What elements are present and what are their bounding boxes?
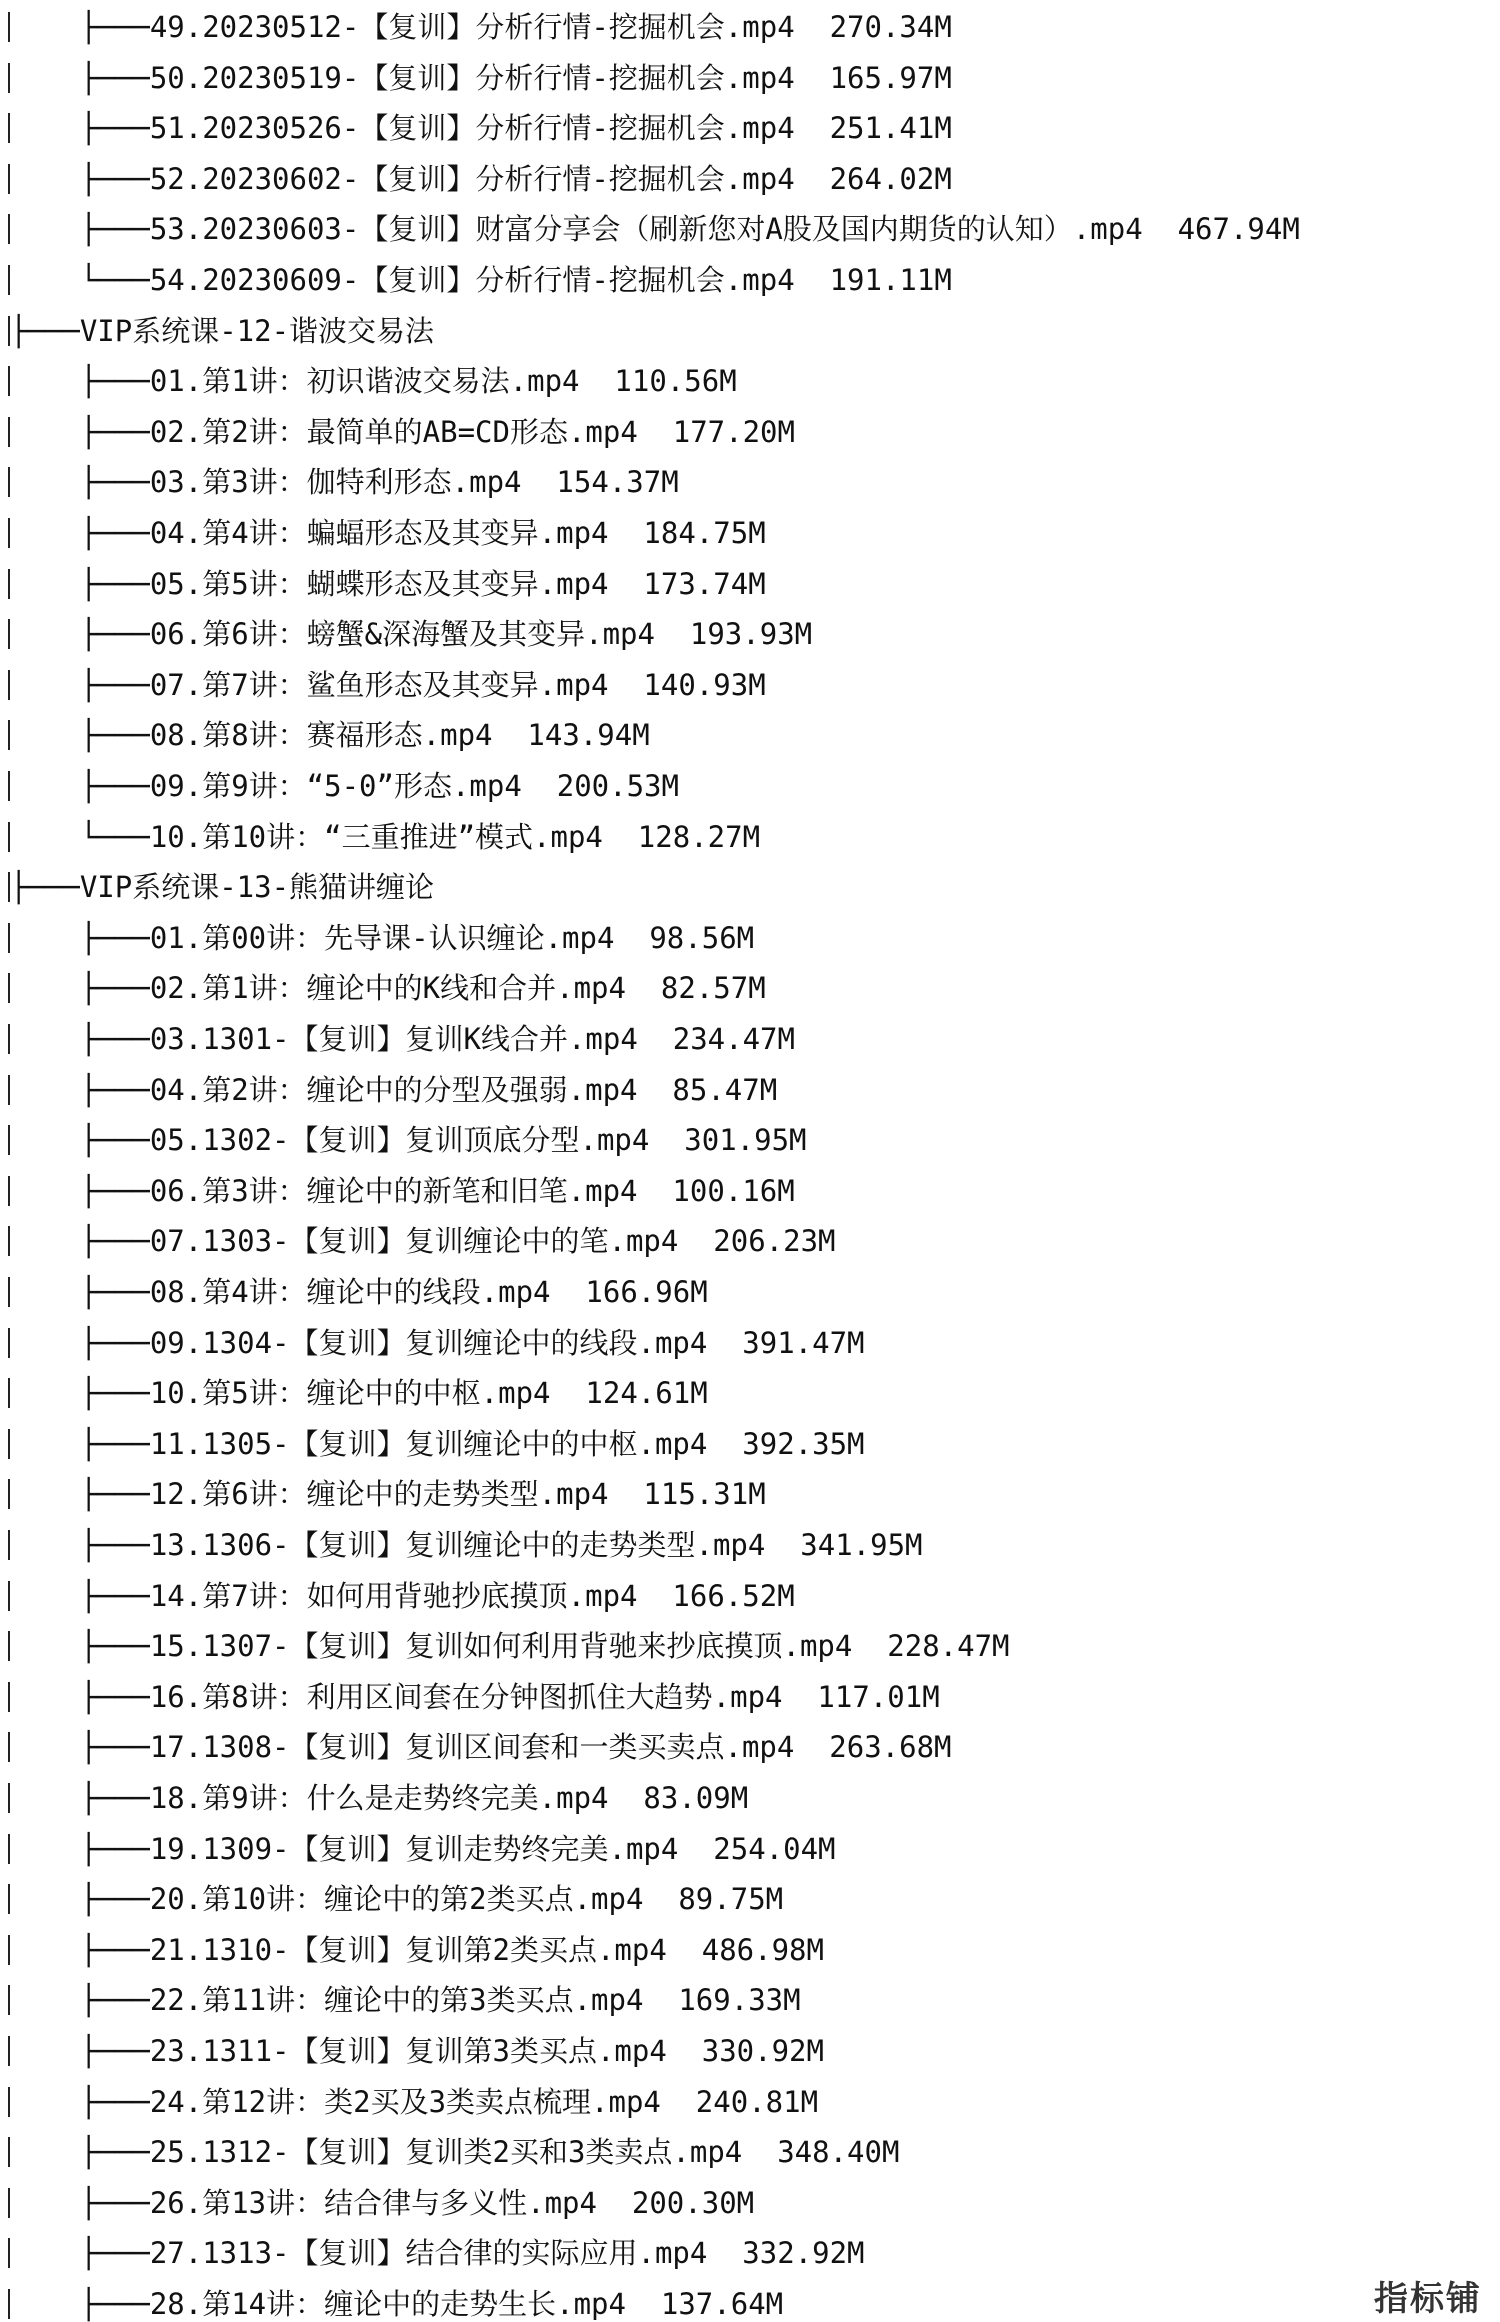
tree-guide-line [8, 467, 10, 497]
file-row[interactable] [0, 913, 1500, 963]
file-name: ├───13.1306-【复训】复训缠论中的走势类型.mp4 341.95M [80, 1528, 923, 1562]
file-name: ├───19.1309-【复训】复训走势终完美.mp4 254.04M [80, 1831, 836, 1866]
file-name: ├───50.20230519-【复训】分析行情-挖掘机会.mp4 165.97M [80, 60, 952, 95]
file-row[interactable] [0, 1722, 1500, 1772]
file-row[interactable] [0, 1368, 1500, 1418]
file-name: ├───21.1310-【复训】复训第2类买点.mp4 486.98M [80, 1932, 824, 1967]
file-name: ├───04.第2讲：缠论中的分型及强弱.mp4 85.47M [80, 1072, 778, 1107]
file-row[interactable] [0, 710, 1500, 760]
file-name: └───54.20230609-【复训】分析行情-挖掘机会.mp4 191.11M [80, 263, 952, 297]
tree-guide-line [8, 1834, 10, 1864]
file-row[interactable] [0, 1520, 1500, 1570]
tree-guide-line [8, 1328, 10, 1358]
file-row[interactable] [0, 508, 1500, 558]
tree-guide-line [8, 1429, 10, 1459]
file-row[interactable] [0, 609, 1500, 659]
file-row[interactable] [0, 660, 1500, 710]
file-name: ├───28.第14讲：缠论中的走势生长.mp4 137.64M [80, 2287, 784, 2321]
file-row[interactable] [0, 2, 1500, 52]
file-name: ├───04.第4讲：蝙蝠形态及其变异.mp4 184.75M [80, 516, 766, 550]
tree-guide-line [8, 1226, 10, 1256]
tree-guide-line [8, 1277, 10, 1307]
file-row[interactable] [0, 1419, 1500, 1469]
file-row[interactable] [0, 559, 1500, 609]
file-row[interactable] [0, 1469, 1500, 1519]
file-row[interactable] [0, 204, 1500, 254]
file-name: ├───52.20230602-【复训】分析行情-挖掘机会.mp4 264.02M [80, 161, 952, 196]
file-name: ├───02.第1讲：缠论中的K线和合并.mp4 82.57M [80, 971, 766, 1006]
file-row[interactable] [0, 1874, 1500, 1924]
file-row[interactable] [0, 1065, 1500, 1115]
file-name: ├───15.1307-【复训】复训如何利用背驰来抄底摸顶.mp4 228.47M [80, 1629, 1010, 1664]
file-name: ├───18.第9讲：什么是走势终完美.mp4 83.09M [80, 1781, 749, 1815]
tree-guide-line [8, 265, 10, 295]
file-name: ├───11.1305-【复训】复训缠论中的中枢.mp4 392.35M [80, 1426, 865, 1461]
file-row[interactable] [0, 2077, 1500, 2127]
tree-guide-line [8, 1682, 10, 1712]
file-name: ├───07.第7讲：鲨鱼形态及其变异.mp4 140.93M [80, 667, 766, 702]
tree-guide-line [8, 1176, 10, 1206]
file-name: ├───01.第1讲：初识谐波交易法.mp4 110.56M [80, 364, 737, 399]
tree-guide-line [8, 2036, 10, 2066]
file-row[interactable] [0, 1216, 1500, 1266]
tree-guide-line [8, 1783, 10, 1813]
file-row[interactable] [0, 1318, 1500, 1368]
watermark-logo: 指标铺 [1374, 2279, 1482, 2319]
tree-guide-line [8, 2289, 10, 2319]
file-name: ├───20.第10讲：缠论中的第2类买点.mp4 89.75M [80, 1882, 784, 1917]
file-row[interactable] [0, 2026, 1500, 2076]
tree-guide-line [8, 12, 10, 42]
file-name: ├───22.第11讲：缠论中的第3类买点.mp4 169.33M [80, 1983, 801, 2018]
tree-guide-line [8, 1075, 10, 1105]
file-name: ├───01.第00讲：先导课-认识缠论.mp4 98.56M [80, 920, 755, 955]
file-row[interactable] [0, 1014, 1500, 1064]
file-name: ├───27.1313-【复训】结合律的实际应用.mp4 332.92M [80, 2236, 865, 2271]
file-row[interactable] [0, 812, 1500, 862]
file-row[interactable] [0, 457, 1500, 507]
file-name: ├───08.第4讲：缠论中的线段.mp4 166.96M [80, 1275, 708, 1309]
file-name: ├───53.20230603-【复训】财富分享会（刷新您对A股及国内期货的认知）.mp4 467.94M [80, 212, 1300, 247]
tree-guide-line [8, 1884, 10, 1914]
file-name: ├───09.1304-【复训】复训缠论中的线段.mp4 391.47M [80, 1325, 865, 1360]
file-row[interactable] [0, 1824, 1500, 1874]
file-name: ├───10.第5讲：缠论中的中枢.mp4 124.61M [80, 1376, 708, 1411]
file-name: ├───25.1312-【复训】复训类2买和3类卖点.mp4 348.40M [80, 2135, 900, 2170]
file-name: ├───24.第12讲：类2买及3类卖点梳理.mp4 240.81M [80, 2084, 819, 2119]
tree-guide-line [8, 417, 10, 447]
folder-name: ├───VIP系统课-13-熊猫讲缠论 [10, 870, 435, 905]
file-name: ├───23.1311-【复训】复训第3类买点.mp4 330.92M [80, 2034, 824, 2068]
tree-guide-line [8, 1530, 10, 1560]
tree-guide-line [8, 63, 10, 93]
file-row[interactable] [0, 407, 1500, 457]
file-row[interactable] [0, 154, 1500, 204]
tree-guide-line [8, 518, 10, 548]
file-name: ├───06.第6讲：螃蟹&深海蟹及其变异.mp4 193.93M [80, 617, 813, 652]
file-name: ├───02.第2讲：最简单的AB=CD形态.mp4 177.20M [80, 414, 795, 449]
file-row[interactable] [0, 1773, 1500, 1823]
file-row[interactable] [0, 2279, 1500, 2322]
file-row[interactable] [0, 1571, 1500, 1621]
file-name: ├───03.第3讲：伽特利形态.mp4 154.37M [80, 465, 679, 500]
tree-guide-line [8, 973, 10, 1003]
file-row[interactable] [0, 963, 1500, 1013]
tree-guide-line [8, 1479, 10, 1509]
file-row[interactable] [0, 356, 1500, 406]
folder-name: ├───VIP系统课-12-谐波交易法 [10, 313, 435, 348]
tree-guide-line [8, 2188, 10, 2218]
tree-guide-line [8, 923, 10, 953]
file-name: ├───08.第8讲：赛福形态.mp4 143.94M [80, 718, 650, 753]
file-row[interactable] [0, 1925, 1500, 1975]
tree-guide-line [8, 366, 10, 396]
file-row[interactable] [0, 2228, 1500, 2278]
tree-guide-line [8, 113, 10, 143]
file-name: ├───26.第13讲：结合律与多义性.mp4 200.30M [80, 2185, 755, 2220]
tree-guide-line [8, 214, 10, 244]
file-name: ├───51.20230526-【复训】分析行情-挖掘机会.mp4 251.41M [80, 111, 952, 146]
tree-guide-line [8, 1935, 10, 1965]
tree-guide-line [8, 2238, 10, 2268]
tree-guide-line [8, 670, 10, 700]
file-row[interactable] [0, 255, 1500, 305]
tree-guide-line [8, 2137, 10, 2167]
file-row[interactable] [0, 2127, 1500, 2177]
tree-guide-line [8, 1985, 10, 2015]
tree-guide-line [8, 619, 10, 649]
tree-guide-line [8, 1378, 10, 1408]
tree-guide-line [8, 1732, 10, 1762]
file-name: ├───09.第9讲：“5-0”形态.mp4 200.53M [80, 769, 679, 803]
folder-row[interactable] [0, 306, 1500, 356]
tree-guide-line [8, 164, 10, 194]
file-name: └───10.第10讲：“三重推进”模式.mp4 128.27M [80, 819, 761, 854]
tree-guide-line [8, 720, 10, 750]
folder-row[interactable] [0, 862, 1500, 912]
file-row[interactable] [0, 53, 1500, 103]
file-name: ├───49.20230512-【复训】分析行情-挖掘机会.mp4 270.34M [80, 10, 952, 44]
file-name: ├───06.第3讲：缠论中的新笔和旧笔.mp4 100.16M [80, 1173, 795, 1208]
file-name: ├───07.1303-【复训】复训缠论中的笔.mp4 206.23M [80, 1224, 836, 1259]
file-name: ├───03.1301-【复训】复训K线合并.mp4 234.47M [80, 1022, 795, 1056]
tree-guide-line [8, 1024, 10, 1054]
file-name: ├───17.1308-【复训】复训区间套和一类买卖点.mp4 263.68M [80, 1730, 952, 1765]
file-name: ├───12.第6讲：缠论中的走势类型.mp4 115.31M [80, 1477, 766, 1512]
tree-guide-line [8, 771, 10, 801]
tree-guide-line [8, 1125, 10, 1155]
tree-guide-line [8, 1631, 10, 1661]
file-row[interactable] [0, 1975, 1500, 2025]
file-name: ├───14.第7讲：如何用背驰抄底摸顶.mp4 166.52M [80, 1578, 795, 1613]
file-row[interactable] [0, 1672, 1500, 1722]
file-name: ├───05.第5讲：蝴蝶形态及其变异.mp4 173.74M [80, 566, 766, 601]
tree-guide-line [8, 1581, 10, 1611]
tree-guide-line [8, 822, 10, 852]
file-row[interactable] [0, 1267, 1500, 1317]
file-row[interactable] [0, 761, 1500, 811]
file-name: ├───05.1302-【复训】复训顶底分型.mp4 301.95M [80, 1123, 807, 1158]
tree-guide-line [8, 2087, 10, 2117]
file-row[interactable] [0, 1621, 1500, 1671]
tree-guide-line [8, 569, 10, 599]
file-row[interactable] [0, 2178, 1500, 2228]
file-row[interactable] [0, 1166, 1500, 1216]
file-row[interactable] [0, 103, 1500, 153]
file-name: ├───16.第8讲：利用区间套在分钟图抓住大趋势.mp4 117.01M [80, 1679, 940, 1714]
file-row[interactable] [0, 1115, 1500, 1165]
